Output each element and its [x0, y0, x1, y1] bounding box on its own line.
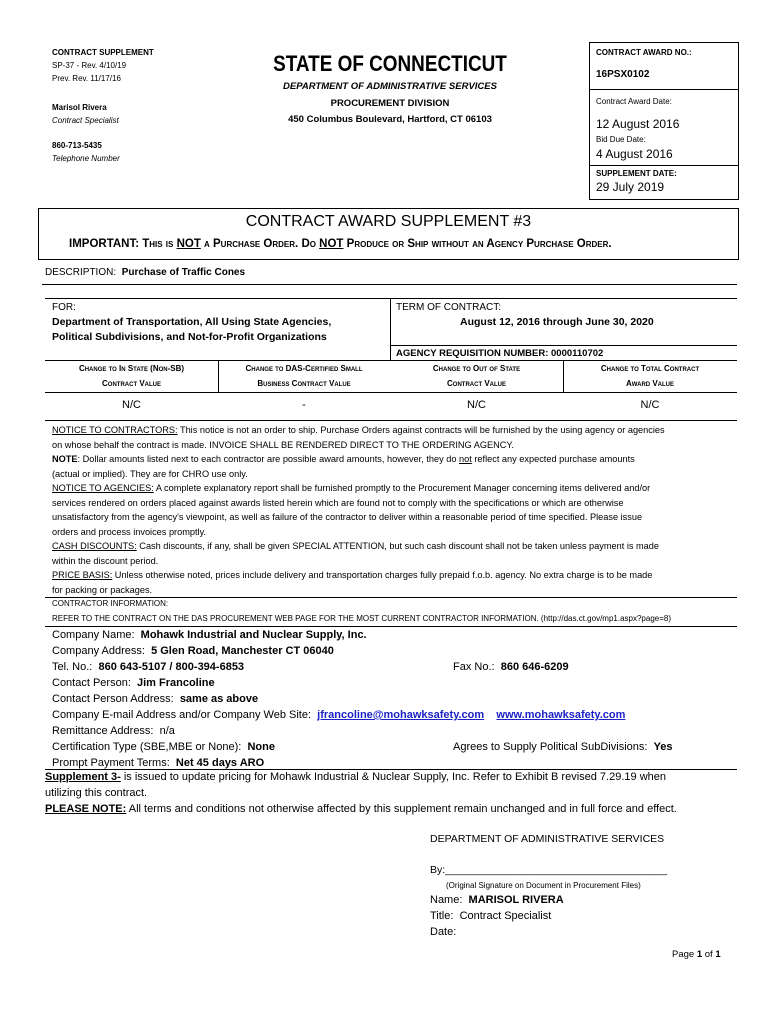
signature-block — [430, 892, 564, 940]
term-value: August 12, 2016 through June 30, 2020 — [460, 316, 654, 328]
term-label: TERM OF CONTRACT: — [396, 302, 501, 313]
signature-title: Title: Contract Specialist — [430, 910, 552, 922]
for-label: FOR: — [52, 302, 76, 313]
signature-original-note: (Original Signature on Document in Procurement Files) — [446, 881, 641, 890]
note: NOTE: Dollar amounts listed next to each contractor are possible award amounts, however, they do not reflect any expected purchase amounts — [52, 454, 635, 464]
supplement-form-title: CONTRACT SUPPLEMENT — [52, 48, 154, 57]
contact-phone-label: Telephone Number — [52, 154, 120, 163]
company-name: Company Name: Mohawk Industrial and Nuclear Supply, Inc. — [52, 629, 367, 641]
cash-discounts: CASH DISCOUNTS: Cash discounts, if any, shall be given SPECIAL ATTENTION, but such cash discount shall not be taken unless payment is made — [52, 541, 659, 551]
bid-due-label: Bid Due Date: — [596, 135, 646, 144]
notice-to-contractors: NOTICE TO CONTRACTORS: This notice is not an order to ship. Purchase Orders against contracts will be furnished by the using agency or agencies — [52, 425, 665, 435]
for-line-1: Department of Transportation, All Using State Agencies, — [52, 316, 332, 328]
change-value-total: N/C — [640, 399, 660, 411]
certification-type: Certification Type (SBE,MBE or None): None Agrees to Supply Political SubDivisions: Yes — [52, 741, 673, 753]
company-address: Company Address: 5 Glen Road, Manchester CT 06040 — [52, 645, 334, 657]
signature-date: Date: — [430, 926, 457, 938]
change-col-out-state: Change to Out of State Contract Value — [432, 364, 521, 388]
change-value-das-sb: - — [302, 399, 306, 411]
supplement-date-label: SUPPLEMENT DATE: — [596, 169, 677, 178]
company-website-link[interactable]: www.mohawksafety.com — [496, 709, 626, 721]
requisition-number: AGENCY REQUISITION NUMBER: 0000110702 — [396, 348, 604, 359]
for-line-2: Political Subdivisions, and Not-for-Profit Organizations — [52, 331, 327, 343]
company-fax: Fax No.: 860 646-6209 — [453, 661, 569, 673]
description-row: DESCRIPTION: Purchase of Traffic Cones — [45, 267, 246, 278]
notices-block: NOTICE TO CONTRACTORS: This notice is not an order to ship. Purchase Orders against contracts will be furnished by the using agency or agencies on whose behalf the contract is made. INVOICE SHALL BE RENDERED DIRECT TO THE ORDERING AGENCY. NOTE: Dollar amounts listed next to each contractor are possible award amounts, however, they do not reflect any expected purchase amounts (actual or implied). They are for CHRO use only. NOTICE TO AGENCIES: A complete explanatory report shall be furnished promptly to the Procurement Manager concerning items delivered and/or services rendered on orders placed against awards listed herein which are found not to comply with the specifications or which are otherwise unsatisfactory from the agency's viewpoint, as well as failure of the contractor to deliver within a reasonable period of time specified. Please issue orders and process invoices promptly. CASH DISCOUNTS: Cash discounts, if any, shall be given SPECIAL ATTENTION, but such cash discount shall not be taken unless payment is made within the discount period. PRICE BASIS: Unless otherwise noted, prices include delivery and transportation charges fully prepaid f.o.b. agency. No extra charge is to be made for packing or packages. — [52, 423, 742, 597]
contact-phone: 860-713-5435 — [52, 141, 102, 150]
contact-name: Marisol Rivera — [52, 103, 107, 112]
contact-person-address: Contact Person Address: same as above — [52, 693, 259, 705]
please-note: PLEASE NOTE: All terms and conditions not otherwise affected by this supplement remain unchanged and in full force and effect. — [45, 803, 677, 815]
payment-terms: Prompt Payment Terms: Net 45 days ARO — [52, 757, 265, 769]
change-value-out-state: N/C — [467, 399, 486, 411]
page-number: Page 1 of 1 — [672, 949, 721, 960]
contact-person: Contact Person: Jim Francoline — [52, 677, 215, 689]
signature-name: Name: MARISOL RIVERA — [430, 894, 564, 906]
division-name: PROCUREMENT DIVISION — [330, 98, 450, 109]
form-prev-revision: Prev. Rev. 11/17/16 — [52, 74, 121, 83]
award-info-box — [589, 42, 739, 200]
department-name: DEPARTMENT OF ADMINISTRATIVE SERVICES — [283, 81, 497, 92]
award-date: 12 August 2016 — [596, 117, 680, 131]
supplement-banner — [38, 208, 739, 260]
department-address: 450 Columbus Boulevard, Hartford, CT 06103 — [288, 114, 492, 125]
contact-title: Contract Specialist — [52, 116, 119, 125]
company-email-web: Company E-mail Address and/or Company Web Site: jfrancoline@mohawksafety.com www.mohawksafety.com — [52, 709, 626, 721]
contractor-info-refer: REFER TO THE CONTRACT ON THE DAS PROCUREMENT WEB PAGE FOR THE MOST CURRENT CONTRACTOR INFORMATION. (http://das.ct.gov/mp1.aspx?page=8) — [52, 614, 672, 623]
supplement-text: Supplement 3- is issued to update pricing for Mohawk Industrial & Nuclear Supply, Inc. Refer to Exhibit B revised 7.29.19 when utilizing this contract. PLEASE NOTE: All terms and conditions not otherwise affected by this supplement remain unchanged and in full force and effect. — [45, 769, 735, 817]
company-info — [52, 627, 742, 771]
remittance-address: Remittance Address: n/a — [52, 725, 175, 737]
change-col-in-state: Change to In State (Non-SB) Contract Value — [78, 364, 185, 388]
award-date-label: Contract Award Date: — [596, 97, 672, 106]
important-notice: IMPORTANT: This is NOT a Purchase Order. Do NOT Produce or Ship without an Agency Purchase Order. — [69, 238, 612, 250]
signature-dept: DEPARTMENT OF ADMINISTRATIVE SERVICES — [430, 833, 665, 845]
contractor-info-label: CONTRACTOR INFORMATION: — [52, 599, 169, 608]
notice-to-agencies: NOTICE TO AGENCIES: A complete explanatory report shall be furnished promptly to the Procurement Manager concerning items delivered and/or — [52, 483, 651, 493]
political-subdivisions: Agrees to Supply Political SubDivisions: Yes — [453, 741, 673, 753]
change-value-in-state: N/C — [122, 399, 141, 411]
award-no-label: CONTRACT AWARD NO.: — [596, 48, 692, 57]
award-no: 16PSX0102 — [596, 69, 650, 80]
banner-title: CONTRACT AWARD SUPPLEMENT #3 — [245, 213, 532, 230]
change-col-das-sb: Change to DAS-Certified Small Business Contract Value — [245, 364, 363, 388]
state-title: STATE OF CONNECTICUT — [273, 51, 507, 76]
supplement-date: 29 July 2019 — [596, 180, 665, 194]
price-basis: PRICE BASIS: Unless otherwise noted, prices include delivery and transportation charges fully prepaid f.o.b. agency. No extra charge is to be made — [52, 570, 653, 580]
company-tel: Tel. No.: 860 643-5107 / 800-394-6853 Fax No.: 860 646-6209 — [52, 661, 569, 673]
signature-by-line: By:______________________________________ — [430, 864, 668, 876]
company-email-link[interactable]: jfrancoline@mohawksafety.com — [317, 709, 485, 721]
form-revision: SP-37 - Rev. 4/10/19 — [52, 61, 127, 70]
bid-due-date: 4 August 2016 — [596, 147, 673, 161]
change-col-total: Change to Total Contract Award Value — [600, 364, 700, 388]
